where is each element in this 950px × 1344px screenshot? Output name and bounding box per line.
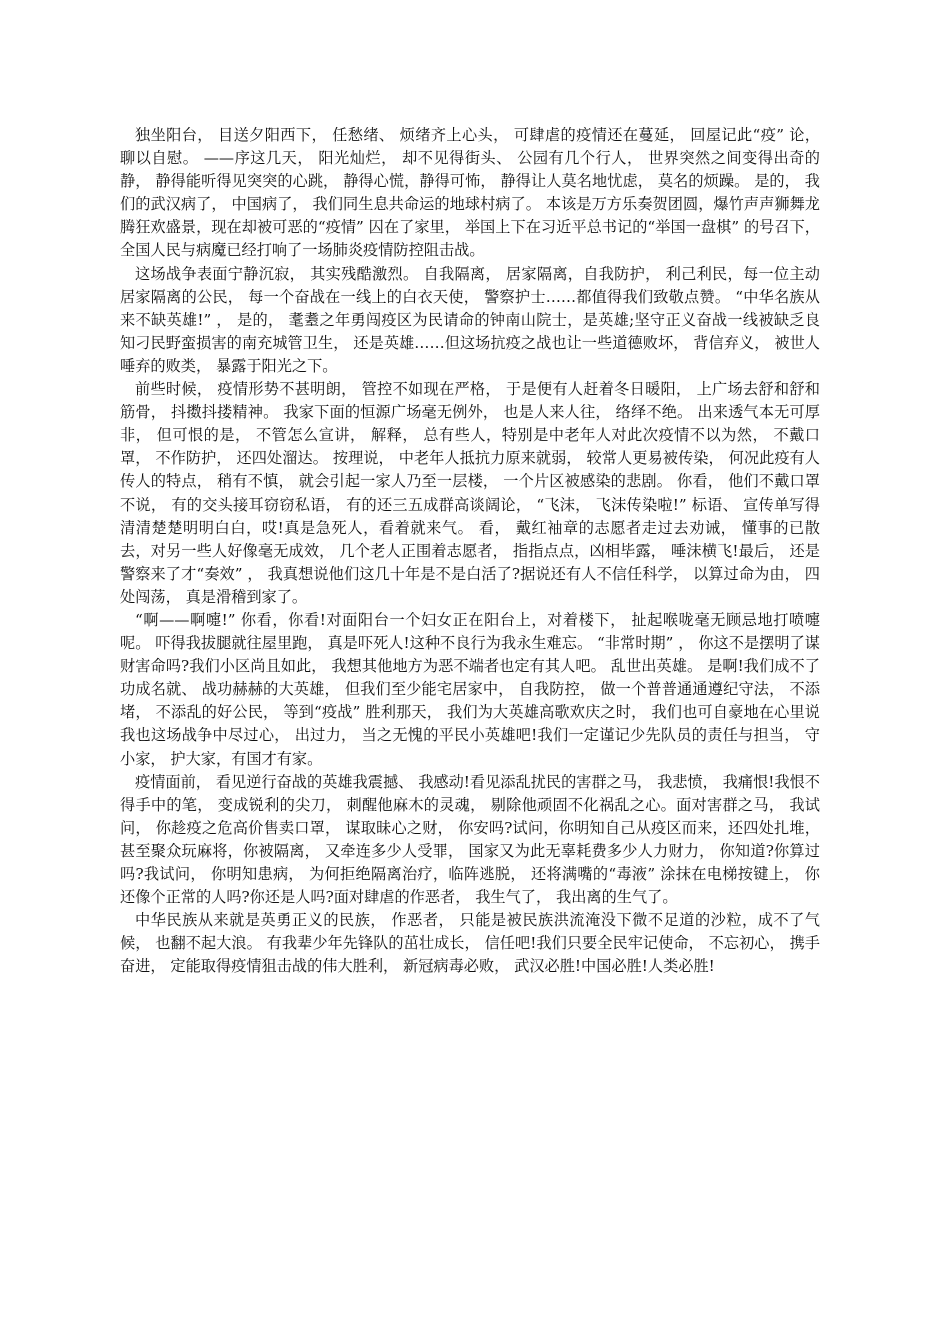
paragraph-5: 疫情面前， 看见逆行奋战的英雄我震撼、 我感动!看见添乱扰民的害群之马， 我悲愤， 我痛恨!我恨不得手中的笔， 变成锐利的尖刀， 刺醒他麻木的灵魂， 剔除他顽固不化祸乱之心。面对害群之马， 我试问， 你趁疫之危高价售卖口罩， 谋取昧心之财， 你安吗?试问，你明知自己从疫区而来，还四处扎堆，甚至聚众玩麻将，你被隔离， 又牵连多少人受罪， 国家又为此无辜耗费多少人力财力， 你知道?你算过吗?我试问， 你明知患病， 为何拒绝隔离治疗，临阵逃脱， 还将满嘴的“毒液” 涂抹在电梯按键上， 你还像个正常的人吗?你还是人吗?面对肆虐的作恶者， 我生气了， 我出离的生气了。	[120, 772, 820, 907]
paragraph-6: 中华民族从来就是英勇正义的民族， 作恶者， 只能是被民族洪流淹没下微不足道的沙粒，成不了气候， 也翻不起大浪。 有我辈少年先锋队的茁壮成长， 信任吧!我们只要全民牢记使命， 不忘初心， 携手奋进， 定能取得疫情狙击战的伟大胜利， 新冠病毒必败， 武汉必胜!中国必胜!人类必胜!	[120, 911, 820, 976]
essay-body	[120, 124, 820, 978]
paragraph-4: “啊——啊嚏!” 你看，你看!对面阳台一个妇女正在阳台上，对着楼下， 扯起喉咙毫无顾忌地打喷嚏呢。 吓得我拔腿就往屋里跑， 真是吓死人!这种不良行为我永生难忘。 “非常时期” ， 你这不是摆明了谋财害命吗?我们小区尚且如此， 我想其他地方为恶不端者也定有其人吧。 乱世出英雄。 是啊!我们成不了功成名就、 战功赫赫的大英雄， 但我们至少能宅居家中， 自我防控， 做一个普普通通遵纪守法， 不添堵， 不添乱的好公民， 等到“疫战” 胜利那天， 我们为大英雄高歌欢庆之时， 我们也可自豪地在心里说我也这场战争中尽过心， 出过力， 当之无愧的平民小英雄吧!我们一定谨记少先队员的责任与担当， 守小家， 护大家，有国才有家。	[120, 610, 820, 768]
paragraph-3: 前些时候， 疫情形势不甚明朗， 管控不如现在严格， 于是便有人赶着冬日暖阳， 上广场去舒和舒和筋骨， 抖擞抖搂精神。 我家下面的恒源广场毫无例外， 也是人来人往， 络绎不绝。 出来透气本无可厚非， 但可恨的是， 不管怎么宣讲， 解释， 总有些人，特别是中老年人对此次疫情不以为然， 不戴口罩， 不作防护， 还四处溜达。 按理说， 中老年人抵抗力原来就弱， 较常人更易被传染， 何况此疫有人传人的特点， 稍有不慎， 就会引起一家人乃至一层楼， 一个片区被感染的悲剧。 你看， 他们不戴口罩不说， 有的交头接耳窃窃私语， 有的还三五成群高谈阔论， “飞沫， 飞沫传染啦!” 标语、 宣传单写得清清楚楚明明白白，哎!真是急死人，看着就来气。 看， 戴红袖章的志愿者走过去劝诫， 懂事的已散去，对另一些人好像毫无成效， 几个老人正围着志愿者， 指指点点，凶相毕露， 唾沫横飞!最后， 还是警察来了才“奏效” ， 我真想说他们这几十年是不是白活了?据说还有人不信任科学， 以算过命为由， 四处闯荡， 真是滑稽到家了。	[120, 380, 820, 606]
paragraph-2: 这场战争表面宁静沉寂， 其实残酷激烈。 自我隔离， 居家隔离，自我防护， 利己利民，每一位主动居家隔离的公民， 每一个奋战在一线上的白衣天使， 警察护士……都值得我们致敬点赞。 “中华名族从来不缺英雄!” ， 是的， 耄耋之年勇闯疫区为民请命的钟南山院士，是英雄;坚守正义奋战一线被缺乏良知刁民野蛮损害的南充城管卫生， 还是英雄……但这场抗疫之战也让一些道德败坏， 背信弃义， 被世人唾弃的败类， 暴露于阳光之下。	[120, 264, 820, 375]
paragraph-1: 独坐阳台， 目送夕阳西下， 任愁绪、 烦绪齐上心头， 可肆虐的疫情还在蔓延， 回屋记此“疫” 论， 聊以自慰。 ——序这几天， 阳光灿烂， 却不见得街头、 公园有几个行人， 世界突然之间变得出奇的静， 静得能听得见突突的心跳， 静得心慌，静得可怖， 静得让人莫名地忧虑， 莫名的烦躁。 是的， 我们的武汉病了， 中国病了， 我们同生息共命运的地球村病了。 本该是万方乐奏贺团圆，爆竹声声狮舞龙腾狂欢盛景，现在却被可恶的“疫情” 囚在了家里， 举国上下在习近平总书记的“举国一盘棋” 的号召下， 全国人民与病魔已经打响了一场肺炎疫情防控阻击战。	[120, 126, 820, 260]
